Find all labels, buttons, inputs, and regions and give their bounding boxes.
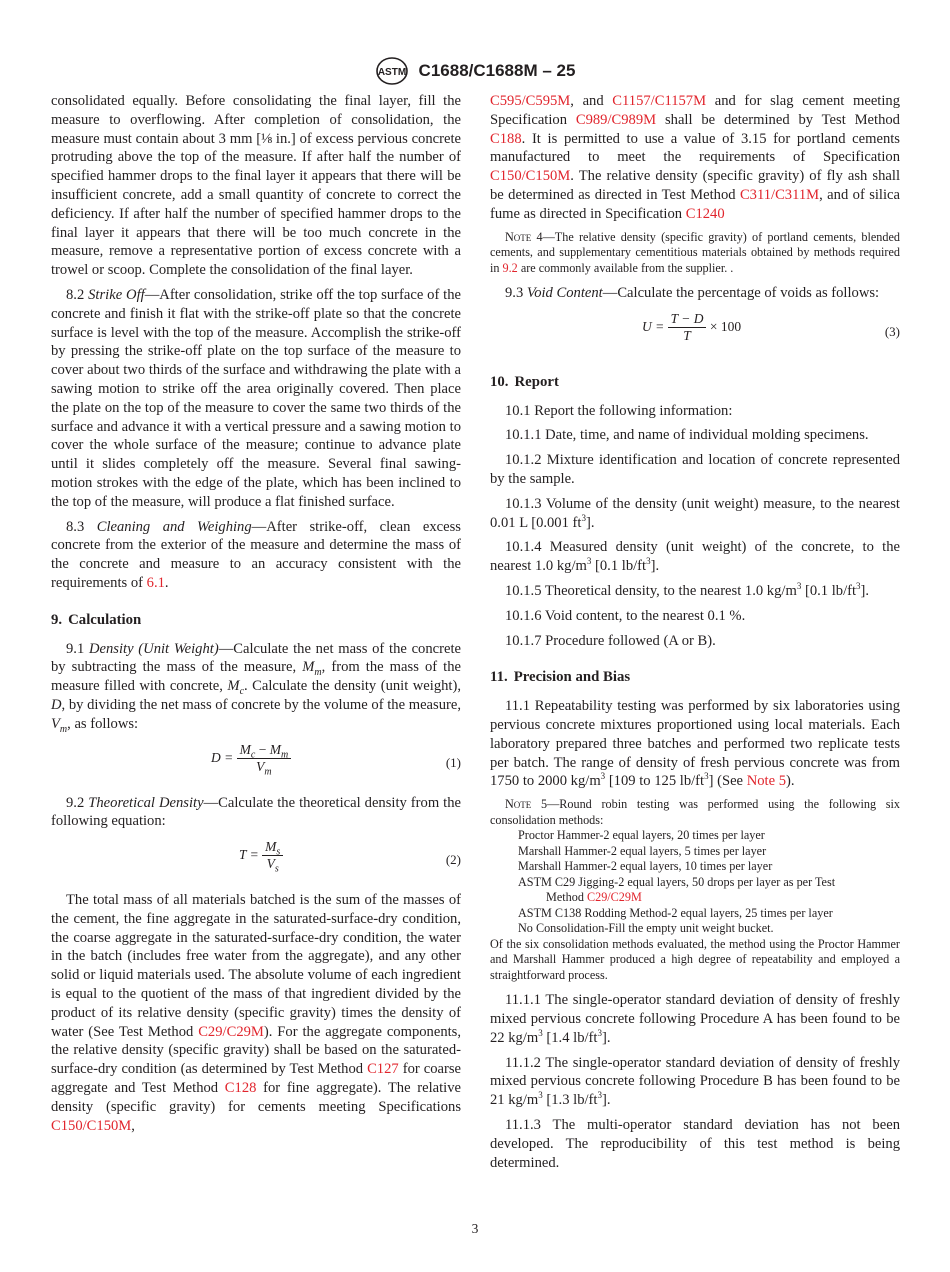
- note-5-item: ASTM C29 Jigging-2 equal layers, 50 drops per layer as per Test: [518, 874, 836, 889]
- equation-2: T = $\frac{M_s}{V_s}$ (2): [239, 839, 461, 875]
- paragraph-10-1-1: 10.1.1 Date, time, and name of individual molding specimens.: [505, 427, 869, 444]
- link-c989[interactable]: C989/C989M: [575, 111, 657, 128]
- link-c1240[interactable]: C1240: [685, 205, 725, 222]
- note-5-item: Marshall Hammer-2 equal layers, 5 times per layer: [518, 843, 767, 858]
- document-designation: C1688/C1688M – 25: [418, 61, 576, 80]
- link-c29-note[interactable]: C29/C29M: [586, 890, 642, 905]
- section-9-heading: 9. Calculation: [51, 611, 142, 628]
- paragraph-10-1-2: 10.1.2 Mixture identification and location of concrete represented by the sample.: [490, 452, 900, 488]
- svg-text:ASTM: ASTM: [377, 67, 406, 78]
- paragraph-8-3: 8.3 Cleaning and Weighing—After strike-off, clean excess concrete from the exterior of the measure and determine the mass of the concrete and measure to an accuracy consistent with the requirements of 6.1.: [51, 518, 461, 591]
- paragraph-9-1: 9.1 Density (Unit Weight)—Calculate the net mass of the concrete by subtracting the mass of the measure, $M_m$, from the mass of the measure filled with concrete, $M_c$. Calculate the density (unit weight), D, by dividing the net mass of concrete by the volume of the measure, $V_m$, as follows:: [51, 640, 462, 735]
- note-5-item: Marshall Hammer-2 equal layers, 10 times per layer: [518, 859, 773, 874]
- link-c150-right[interactable]: C150/C150M: [490, 168, 571, 185]
- paragraph-continuation-right: C595/C595M, and C1157/C1157M and for slag cement meeting Specification C989/C989M shall be determined by Test Method C188. It is permitted to use a value of 3.15 for portland cements manufactured to meet the requirements of Specification C150/C150M. The relative density (specific gravity) of fly ash shall be determined as directed in Test Method C311/C311M, and of silica fume as directed in Specification C1240: [490, 93, 901, 222]
- paragraph-10-1-4: 10.1.4 Measured density (unit weight) of the concrete, to the nearest 1.0 $kg/m^3$ [0.1 $lb/ft^3$].: [490, 539, 900, 575]
- paragraph-10-1: 10.1 Report the following information:: [505, 402, 733, 419]
- link-c595[interactable]: C595/C595M: [490, 93, 571, 109]
- section-11-heading: 11. Precision and Bias: [490, 669, 631, 686]
- link-6-1[interactable]: 6.1: [146, 574, 165, 591]
- note-5-item-cont: Method C29/C29M: [546, 890, 642, 905]
- note-5-item: ASTM C138 Rodding Method-2 equal layers, 25 times per layer: [518, 905, 833, 920]
- equation-3: U = $\frac{T - D}{T}$ × 100 (3): [642, 310, 900, 343]
- link-c29[interactable]: C29/C29M: [198, 1023, 264, 1040]
- left-column: [51, 92, 461, 1141]
- note-5: Note 5—Round robin testing was performed using the following six consolidation methods: Proctor Hammer-2 equal layers, 20 times per layer Marshall Hammer-2 equal layers, 5 times per layer Marshall Hammer-2 equal layers, 10 times per layer ASTM C29 Jigging-2 equal layers, 50 drops per layer as per Test Method C29/C29M ASTM C138 Rodding Method-2 equal layers, 25 times per layer No Consolidation-Fill the empty unit weight bucket. Of the six consolidation methods evaluated, the method using the Proctor Hammer and Marshall Hammer produced a high degree of repeatability and employed a straightforward process.: [490, 797, 901, 982]
- page-header: [0, 56, 950, 86]
- paragraph-8-2: 8.2 Strike Off—After consolidation, strike off the top surface of the concrete and finish it flat with the strike-off plate so that the concrete surface is level with the top of the measure. Accomplish the strike-off by pressing the strike-off plate on the top surface of the measure to cover about two thirds of the surface and withdrawing the plate with a sawing motion to strike off the area originally covered. Then place the plate on the top of the measure to cover the same two thirds of the surface and advance it with a vertical pressure and a sawing motion to cover the whole surface of the measure; continue to advance plate until it slides completely off the measure. Several final sawing-motion strokes with the edge of the plate, which has been inclined to the top of the measure, will produce a flat finished surface.: [51, 286, 462, 510]
- paragraph-10-1-5: 10.1.5 Theoretical density, to the nearest 1.0 $kg/m^3$ [0.1 $lb/ft^3$].: [505, 581, 870, 600]
- paragraph-11-1-1: 11.1.1 The single-operator standard deviation of density of freshly mixed pervious concrete following Procedure A has been found to be 22 $kg/m^3$ [1.4 $lb/ft^3$].: [490, 992, 900, 1046]
- note-5-item: Proctor Hammer-2 equal layers, 20 times per layer: [518, 828, 765, 843]
- note-4: Note 4—The relative density (specific gravity) of portland cements, blended cements, and supplementary cementitious materials obtained by methods required in 9.2 are commonly available from the supplier. .: [490, 229, 901, 275]
- page-number: 3: [471, 1221, 479, 1236]
- paragraph-continuation: consolidated equally. Before consolidating the final layer, fill the measure to overflowing. After completion of consolidation, the measure must contain about 3 mm [⅛ in.] of excess pervious concrete protruding above the top of the measure. If after half the number of specified hammer drops to the final layer it appears that there will be insufficient concrete, add a small quantity of concrete to correct the deficiency. If after half the number of specified hammer drops to the final layer it appears that there will be too much concrete in the measure, remove a representative portion of excess concrete with a trowel or scoop. Complete the consolidation of the final layer.: [51, 93, 461, 279]
- paragraph-10-1-7: 10.1.7 Procedure followed (A or B).: [505, 632, 716, 649]
- equation-1: D = $\frac{M_c - M_m}{V_m}$ (1): [211, 741, 461, 778]
- section-10-heading: 10. Report: [490, 373, 559, 390]
- link-note-5[interactable]: Note 5: [746, 773, 787, 790]
- link-c150[interactable]: C150/C150M: [51, 1117, 132, 1134]
- paragraph-9-2: 9.2 Theoretical Density—Calculate the theoretical density from the following equation:: [51, 794, 461, 830]
- link-9-2[interactable]: 9.2: [502, 260, 518, 275]
- link-c1157[interactable]: C1157/C1157M: [612, 93, 707, 109]
- paragraph-9-3: 9.3 Void Content—Calculate the percentage of voids as follows:: [505, 285, 880, 302]
- note-5-item: No Consolidation-Fill the empty unit weight bucket.: [518, 921, 774, 936]
- link-c311[interactable]: C311/C311M: [739, 186, 820, 203]
- link-c188[interactable]: C188: [490, 130, 522, 147]
- paragraph-11-1-2: 11.1.2 The single-operator standard deviation of density of freshly mixed pervious concrete following Procedure B has been found to be 21 $kg/m^3$ [1.3 $lb/ft^3$].: [490, 1054, 900, 1109]
- paragraph-10-1-6: 10.1.6 Void content, to the nearest 0.1 %.: [505, 607, 746, 624]
- right-column: [490, 92, 900, 1178]
- paragraph-11-1: 11.1 Repeatability testing was performed by six laboratories using pervious concrete mixtures proportioned using local materials. Each laboratory prepared three batches and performed two replicate tests per batch. The range of density of fresh pervious concrete was from 1750 to 2000 $kg/m^3$ [109 to 125 $lb/ft^3$] (See Note 5).: [490, 698, 900, 790]
- link-c127[interactable]: C127: [367, 1061, 399, 1078]
- link-c128[interactable]: C128: [224, 1080, 257, 1097]
- paragraph-total-mass: The total mass of all materials batched is the sum of the masses of the cement, the fine aggregate in the saturated-surface-dry condition, the coarse aggregate in the saturated-surface-dry condition, the water in the batch (includes free water from the aggregate), and any other solid or liquid materials used. The absolute volume of each ingredient is equal to the quotient of the mass of that ingredient divided by the product of its relative density (specific gravity) times the density of water (See Test Method C29/C29M). For the aggregate components, the relative density (specific gravity) shall be based on the saturated-surface-dry condition (as determined by Test Method C127 for coarse aggregate and Test Method C128 for fine aggregate). The relative density (specific gravity) for cements meeting Specifications C150/C150M,: [51, 892, 461, 1134]
- paragraph-10-1-3: 10.1.3 Volume of the density (unit weight) measure, to the nearest 0.01 L [0.001 $ft^3$].: [490, 495, 900, 531]
- paragraph-11-1-3: 11.1.3 The multi-operator standard deviation has not been developed. The reproducibility of this test method is being determined.: [490, 1117, 900, 1171]
- astm-logo-icon: [375, 56, 409, 86]
